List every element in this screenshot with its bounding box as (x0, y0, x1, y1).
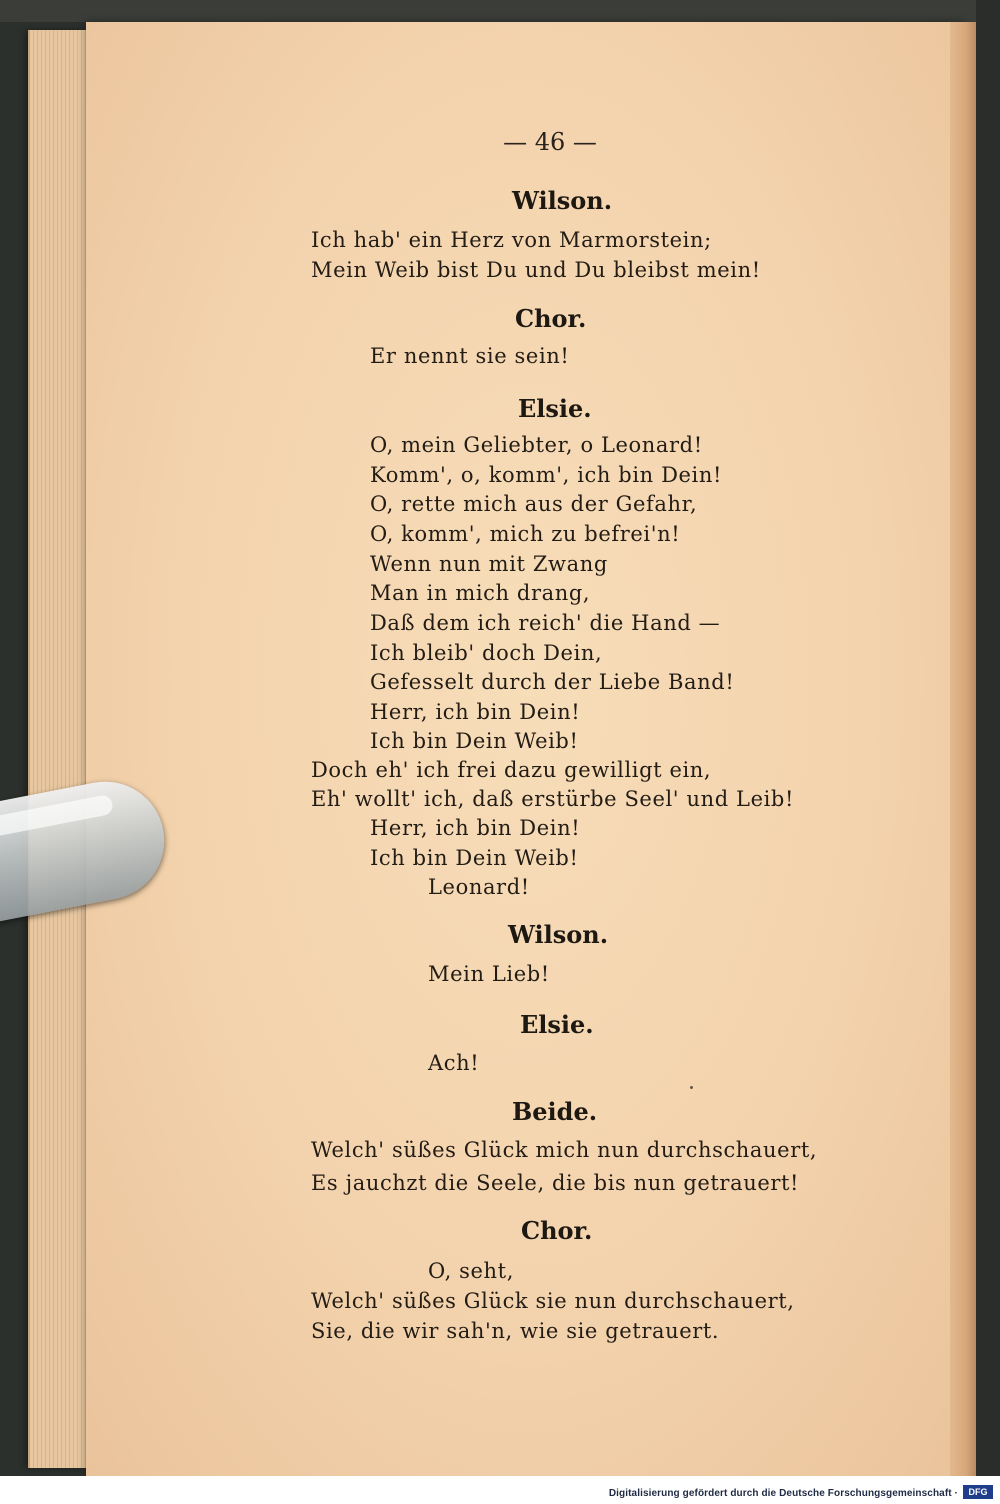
verse-line: Wenn nun mit Zwang (370, 552, 608, 576)
verse-line: Herr, ich bin Dein! (370, 700, 581, 724)
digitization-credit: Digitalisierung gefördert durch die Deutsche Forschungsgemeinschaft · (608, 1488, 958, 1499)
verse-line: Herr, ich bin Dein! (370, 816, 581, 840)
verse-line: Er nennt sie sein! (370, 344, 570, 368)
verse-line: Ach! (428, 1051, 480, 1075)
verse-line: Mein Weib bist Du und Du bleibst mein! (311, 258, 761, 282)
dfg-logo: DFG (963, 1485, 993, 1499)
page-gutter (950, 22, 976, 1476)
verse-line: Man in mich drang, (370, 581, 591, 605)
page-edges-stack (28, 30, 88, 1468)
scanner-backdrop (0, 0, 1000, 22)
verse-line: O, komm', mich zu befrei'n! (370, 522, 681, 546)
glass-highlight (0, 794, 114, 842)
scanner-backdrop-right (976, 0, 1000, 1504)
page-number: — 46 — (503, 128, 597, 156)
verse-line: Mein Lieb! (428, 962, 550, 986)
speaker-heading: Elsie. (520, 1010, 594, 1039)
verse-line: Ich bleib' doch Dein, (370, 641, 603, 665)
verse-line: Doch eh' ich frei dazu gewilligt ein, (311, 758, 712, 782)
paper-speck (690, 1086, 693, 1089)
verse-line: Leonard! (428, 875, 530, 899)
verse-line: Welch' süßes Glück sie nun durchschauert, (311, 1289, 795, 1313)
speaker-heading: Chor. (515, 304, 587, 333)
verse-line: Eh' wollt' ich, daß erstürbe Seel' und Leib! (311, 787, 794, 811)
verse-line: O, rette mich aus der Gefahr, (370, 492, 698, 516)
verse-line: Komm', o, komm', ich bin Dein! (370, 463, 723, 487)
speaker-heading: Chor. (521, 1216, 593, 1245)
verse-line: Welch' süßes Glück mich nun durchschauert, (311, 1138, 818, 1162)
speaker-heading: Wilson. (512, 186, 613, 215)
speaker-heading: Elsie. (518, 394, 592, 423)
verse-line: Ich hab' ein Herz von Marmorstein; (311, 228, 712, 252)
verse-line: Ich bin Dein Weib! (370, 729, 579, 753)
verse-line: Gefesselt durch der Liebe Band! (370, 670, 735, 694)
verse-line: O, mein Geliebter, o Leonard! (370, 433, 703, 457)
verse-line: O, seht, (428, 1259, 514, 1283)
verse-line: Ich bin Dein Weib! (370, 846, 579, 870)
verse-line: Sie, die wir sah'n, wie sie getrauert. (311, 1319, 720, 1343)
speaker-heading: Beide. (512, 1097, 598, 1126)
verse-line: Daß dem ich reich' die Hand — (370, 611, 721, 635)
verse-line: Es jauchzt die Seele, die bis nun getrauert! (311, 1171, 800, 1195)
speaker-heading: Wilson. (508, 920, 609, 949)
